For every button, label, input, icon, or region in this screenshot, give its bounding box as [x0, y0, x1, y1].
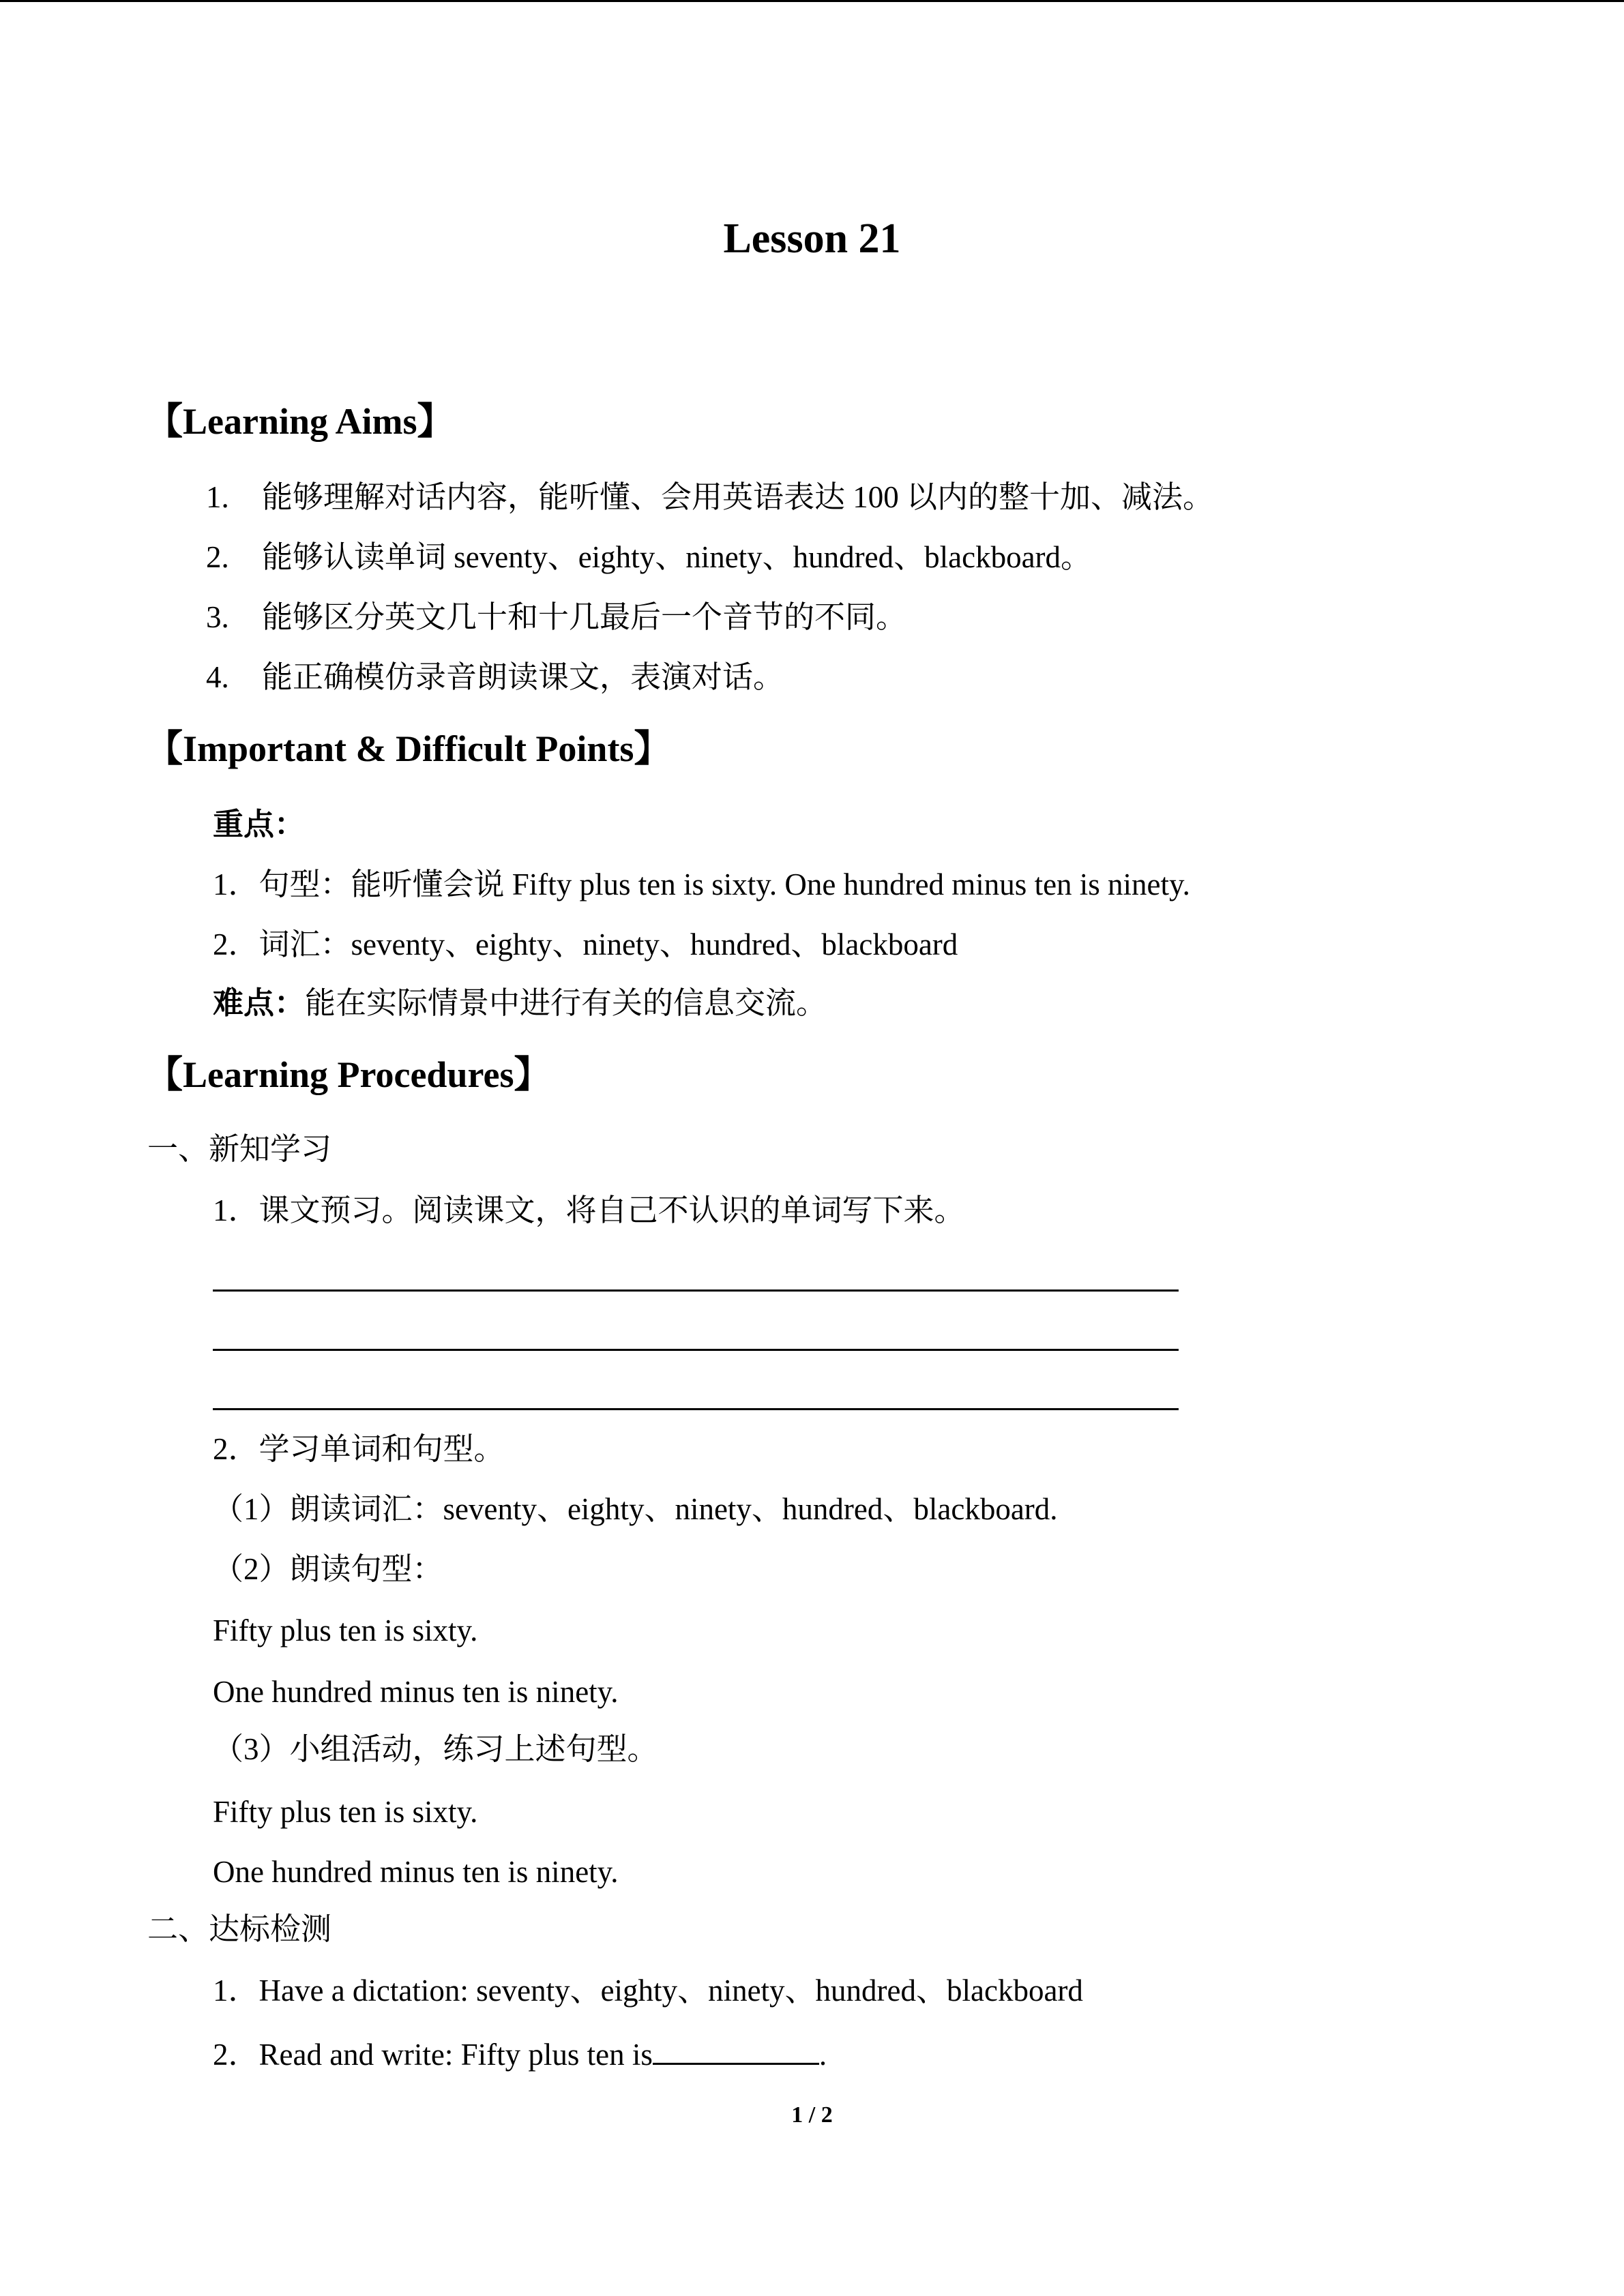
aim-number: 3. — [206, 600, 229, 634]
sentence: One hundred minus ten is ninety. — [213, 1675, 619, 1709]
sentence: Fifty plus ten is sixty. — [213, 1613, 478, 1648]
read-vocabulary: （1）朗读词汇：seventy、eighty、ninety、hundred、blackboard. — [213, 1492, 1058, 1526]
difficult-text: 能在实际情景中进行有关的信息交流。 — [305, 986, 827, 1020]
answer-line[interactable] — [213, 1289, 1179, 1292]
procedures-heading: 【Learning Procedures】 — [146, 1054, 551, 1095]
page-title: Lesson 21 — [723, 215, 901, 262]
aim-text: 能正确模仿录音朗读课文，表演对话。 — [262, 660, 784, 694]
difficult-point — [213, 988, 827, 1019]
aim-number: 1. — [206, 480, 229, 514]
aim-text: 能够区分英文几十和十几最后一个音节的不同。 — [262, 600, 907, 634]
dictation-task: 1．Have a dictation: seventy、eighty、ninety、hundred、blackboard — [213, 1973, 1083, 2008]
group-activity: （3）小组活动，练习上述句型。 — [213, 1732, 658, 1766]
read-write-prompt: 2．Read and write: Fifty plus ten is — [213, 2038, 653, 2072]
key-point-vocabulary: 2．词汇：seventy、eighty、ninety、hundred、blackboard — [213, 927, 958, 961]
difficult-label: 难点： — [213, 986, 306, 1020]
aim-text: 能够认读单词 seventy、eighty、ninety、hundred、blackboard。 — [262, 540, 1092, 574]
part1-title: 一、新知学习 — [147, 1132, 332, 1166]
answer-line[interactable] — [213, 1349, 1179, 1351]
part2-title: 二、达标检测 — [147, 1912, 332, 1946]
key-points-heading: 【Important & Difficult Points】 — [146, 728, 671, 769]
aim-number: 4. — [206, 660, 229, 694]
study-instruction: 2．学习单词和句型。 — [213, 1432, 505, 1466]
preview-instruction: 1．课文预习。阅读课文，将自己不认识的单词写下来。 — [213, 1193, 965, 1227]
learning-aims-heading: 【Learning Aims】 — [146, 401, 454, 442]
answer-line[interactable] — [213, 1408, 1179, 1410]
sentence: Fifty plus ten is sixty. — [213, 1795, 478, 1829]
page-number: 1 / 2 — [791, 2102, 833, 2128]
read-write-period: . — [818, 2038, 827, 2072]
read-write-task — [213, 2036, 827, 2070]
aim-text: 能够理解对话内容，能听懂、会用英语表达 100 以内的整十加、减法。 — [262, 480, 1214, 514]
answer-blank[interactable] — [653, 2036, 819, 2065]
key-point-sentence: 1．句型：能听懂会说 Fifty plus ten is sixty. One hundred minus ten is ninety. — [213, 867, 1190, 901]
aim-number: 2. — [206, 540, 229, 574]
sentence: One hundred minus ten is ninety. — [213, 1855, 619, 1889]
read-sentences-label: （2）朗读句型： — [213, 1552, 443, 1586]
key-points-label: 重点： — [213, 807, 306, 841]
